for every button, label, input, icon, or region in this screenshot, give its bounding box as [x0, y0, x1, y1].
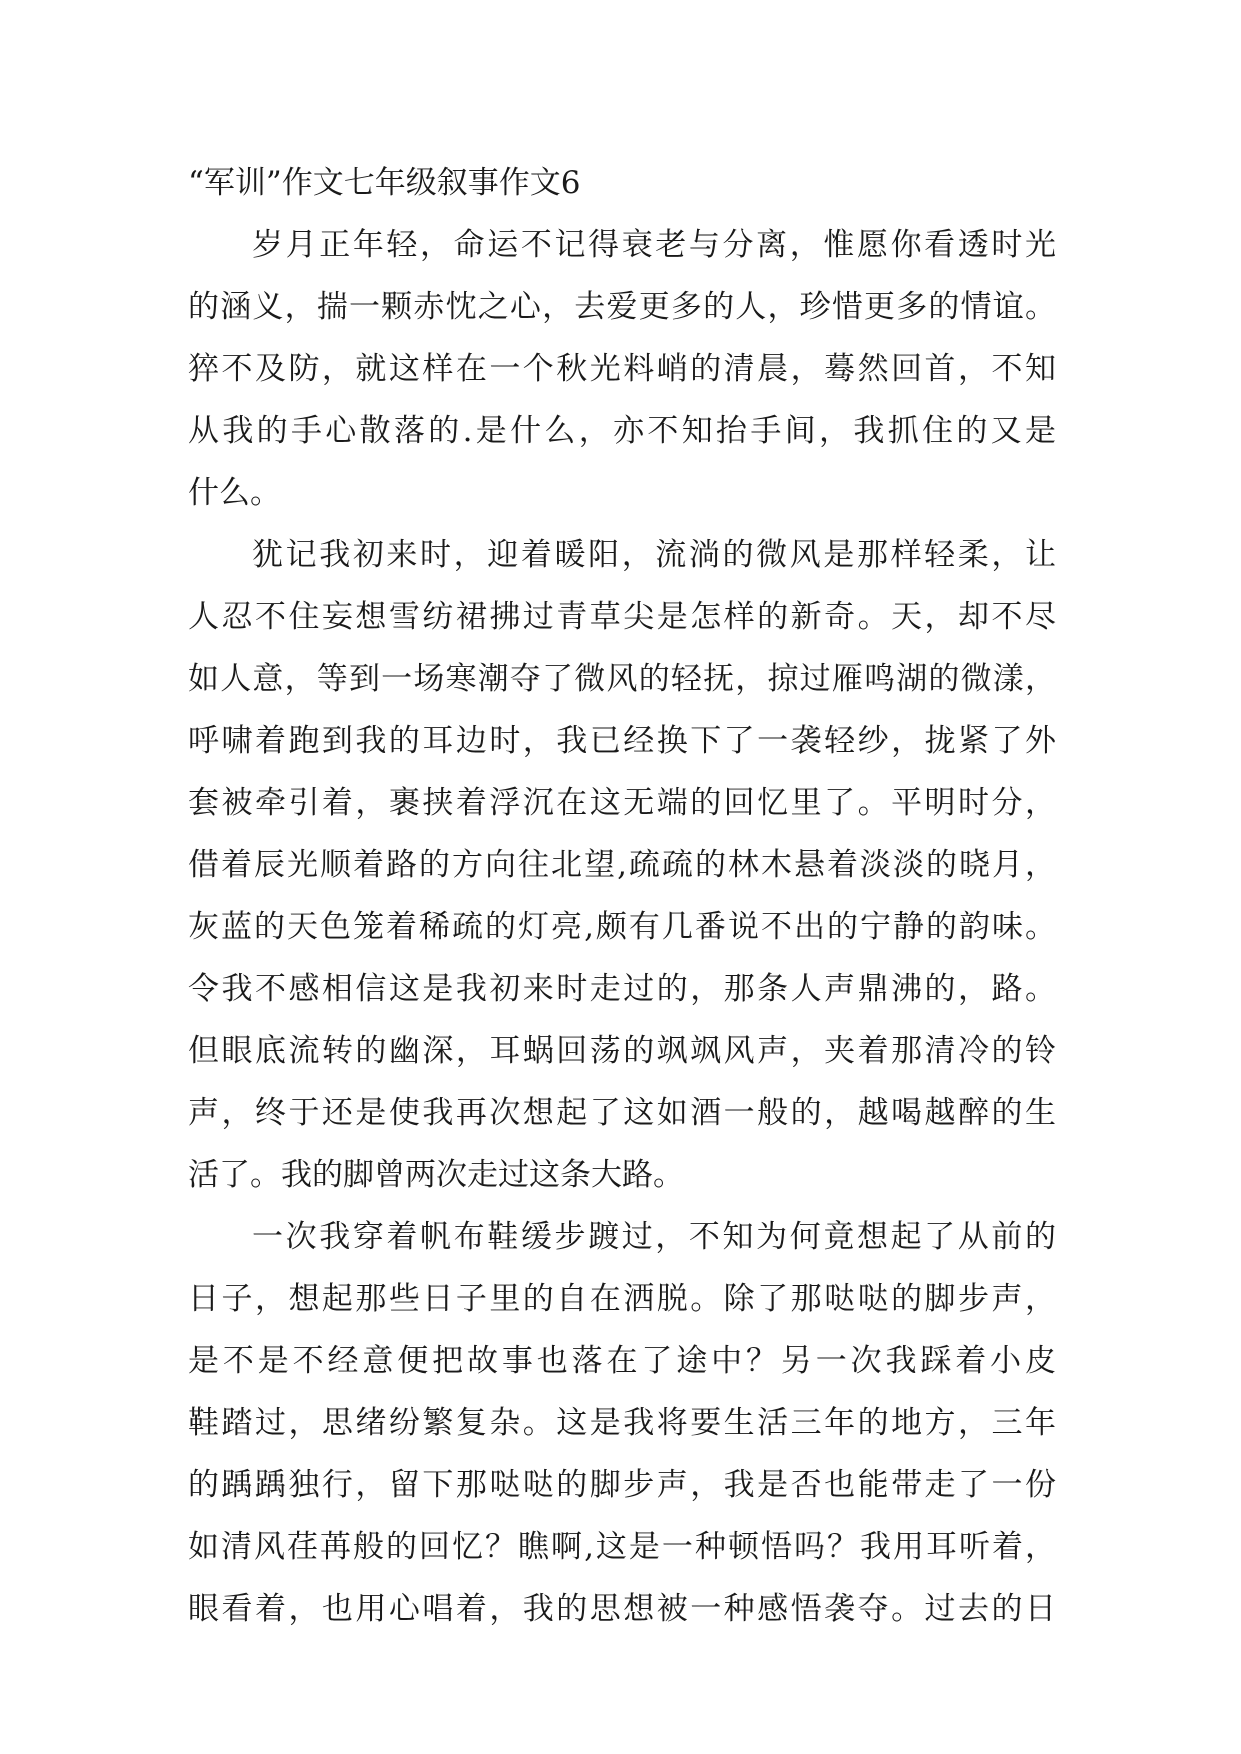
text-line: 借着辰光顺着路的方向往北望,疏疏的林木悬着淡淡的晓月，	[188, 847, 1056, 883]
text-line: 的涵义，揣一颗赤忱之心，去爱更多的人，珍惜更多的情谊。	[188, 289, 1056, 325]
text-line: 眼看着，也用心唱着，我的思想被一种感悟袭夺。过去的日	[188, 1591, 1056, 1627]
text-line: 如人意，等到一场寒潮夺了微风的轻抚，掠过雁鸣湖的微漾，	[188, 661, 1056, 697]
text-line: 活了。我的脚曾两次走过这条大路。	[188, 1157, 684, 1193]
text-line: 套被牵引着，裹挟着浮沉在这无端的回忆里了。平明时分，	[188, 785, 1056, 821]
text-line: 什么。	[188, 475, 281, 511]
paragraph	[188, 524, 1056, 1206]
document-title: “军训”作文七年级叙事作文6	[188, 165, 581, 201]
text-line: 鞋踏过，思绪纷繁复杂。这是我将要生活三年的地方，三年	[188, 1405, 1056, 1441]
text-line: 是不是不经意便把故事也落在了途中？另一次我踩着小皮	[188, 1343, 1056, 1379]
text-line: 的踽踽独行，留下那哒哒的脚步声，我是否也能带走了一份	[188, 1467, 1056, 1503]
text-line: 如清风荏苒般的回忆？瞧啊,这是一种顿悟吗？我用耳听着，	[188, 1529, 1056, 1565]
text-line: 呼啸着跑到我的耳边时，我已经换下了一袭轻纱，拢紧了外	[188, 723, 1056, 759]
text-line: 猝不及防，就这样在一个秋光料峭的清晨，蓦然回首，不知	[188, 351, 1056, 387]
paragraph	[188, 1206, 1056, 1640]
document-body	[188, 214, 1056, 1640]
text-line: 从我的手心散落的.是什么，亦不知抬手间，我抓住的又是	[188, 413, 1056, 449]
text-line: 但眼底流转的幽深，耳蜗回荡的飒飒风声，夹着那清冷的铃	[188, 1033, 1056, 1069]
text-line: 一次我穿着帆布鞋缓步踱过，不知为何竟想起了从前的	[252, 1219, 1056, 1255]
paragraph	[188, 214, 1056, 524]
text-line: 灰蓝的天色笼着稀疏的灯亮,颇有几番说不出的宁静的韵味。	[188, 909, 1056, 945]
text-line: 令我不感相信这是我初来时走过的，那条人声鼎沸的，路。	[188, 971, 1056, 1007]
text-line: 岁月正年轻，命运不记得衰老与分离，惟愿你看透时光	[252, 227, 1056, 263]
document-page	[188, 158, 1056, 1640]
text-line: 声，终于还是使我再次想起了这如酒一般的，越喝越醉的生	[188, 1095, 1056, 1131]
text-line: 犹记我初来时，迎着暖阳，流淌的微风是那样轻柔，让	[252, 537, 1056, 573]
text-line: 日子，想起那些日子里的自在洒脱。除了那哒哒的脚步声，	[188, 1281, 1056, 1317]
text-line: 人忍不住妄想雪纺裙拂过青草尖是怎样的新奇。天，却不尽	[188, 599, 1056, 635]
